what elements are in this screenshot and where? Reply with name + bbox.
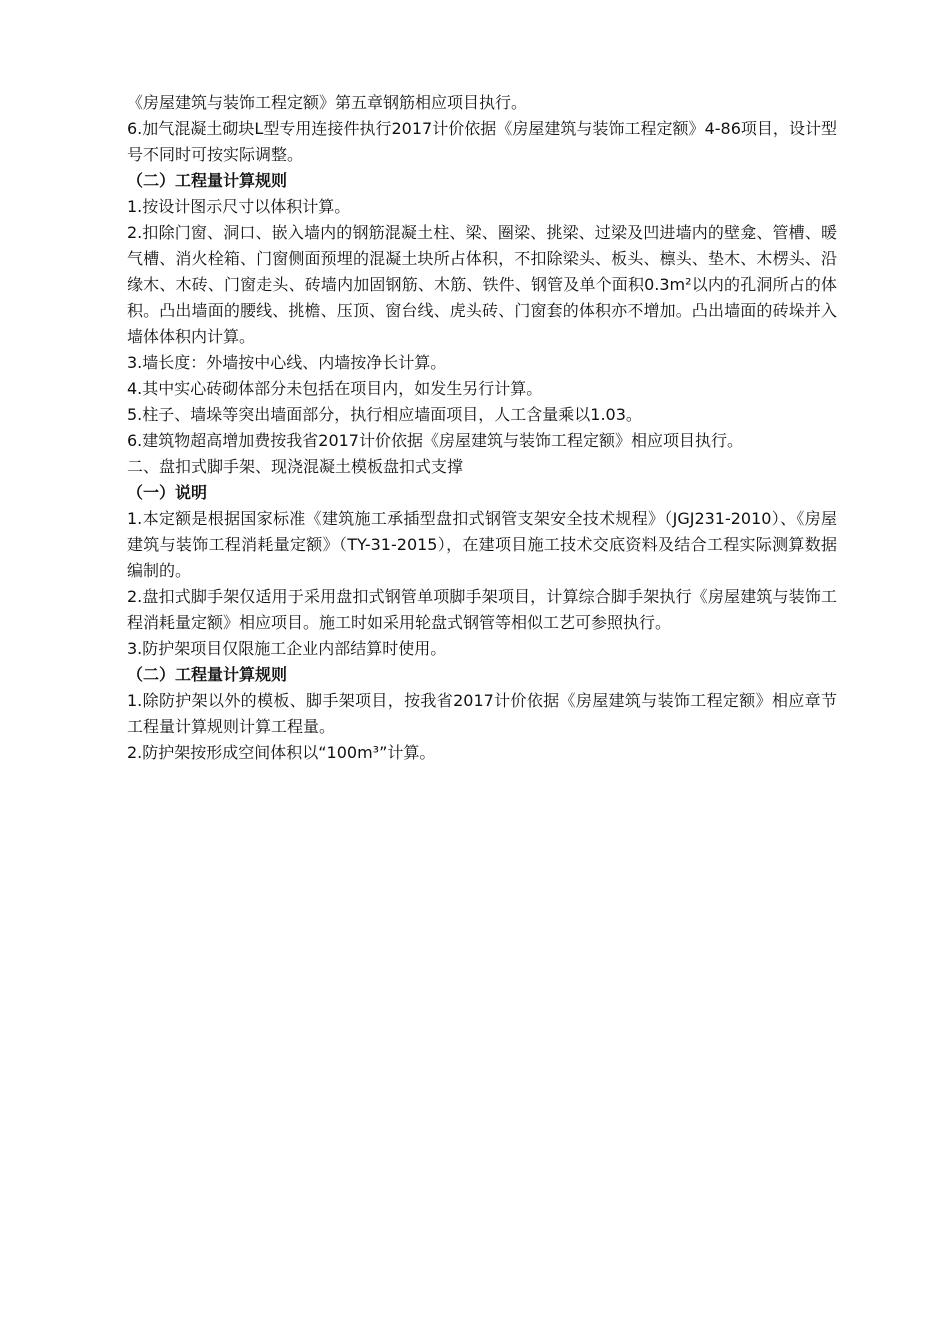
section-heading-description: （一）说明 [127,483,208,502]
section-heading-quantity-rules: （二）工程量计算规则 [127,171,288,190]
section-heading-quantity-rules-2: （二）工程量计算规则 [127,665,288,684]
paragraph-rule-6: 6.建筑物超高增加费按我省2017计价依据《房屋建筑与装饰工程定额》相应项目执行。 [127,431,743,450]
paragraph-rule-4: 4.其中实心砖砌体部分未包括在项目内，如发生另行计算。 [127,379,543,398]
paragraph-rule-5: 5.柱子、墙垛等突出墙面部分，执行相应墙面项目，人工含量乘以1.03。 [127,405,642,424]
paragraph-continuation: 《房屋建筑与装饰工程定额》第五章钢筋相应项目执行。 [127,93,528,112]
paragraph-description-2: 2.盘扣式脚手架仅适用于采用盘扣式钢管单项脚手架项目，计算综合脚手架执行《房屋建筑与装饰工程消耗量定额》相应项目。施工时如采用轮盘式钢管等相似工艺可参照执行。 [127,587,837,632]
paragraph-scaffold-rule-1: 1.除防护架以外的模板、脚手架项目，按我省2017计价依据《房屋建筑与装饰工程定额》相应章节工程量计算规则计算工程量。 [127,691,837,736]
paragraph-description-3: 3.防护架项目仅限施工企业内部结算时使用。 [127,639,447,658]
paragraph-rule-3: 3.墙长度：外墙按中心线、内墙按净长计算。 [127,353,447,372]
paragraph-item-6-connector: 6.加气混凝土砌块L型专用连接件执行2017计价依据《房屋建筑与装饰工程定额》4-86项目，设计型号不同时可按实际调整。 [127,119,837,164]
section-title-scaffold: 二、盘扣式脚手架、现浇混凝土模板盘扣式支撑 [127,457,464,476]
paragraph-description-1: 1.本定额是根据国家标准《建筑施工承插型盘扣式钢管支架安全技术规程》（JGJ231-2010）、《房屋建筑与装饰工程消耗量定额》（TY-31-2015），在建项目施工技术交底资料及结合工程实际测算数据编制的。 [127,509,837,580]
paragraph-scaffold-rule-2: 2.防护架按形成空间体积以“100m³”计算。 [127,743,436,762]
paragraph-rule-2: 2.扣除门窗、洞口、嵌入墙内的钢筋混凝土柱、梁、圈梁、挑梁、过梁及凹进墙内的壁龛、管槽、暖气槽、消火栓箱、门窗侧面预埋的混凝土块所占体积，不扣除梁头、板头、檩头、垫木、木楞头、沿缘木、木砖、门窗走头、砖墙内加固钢筋、木筋、铁件、钢管及单个面积0.3m²以内的孔洞所占的体积。凸出墙面的腰线、挑檐、压顶、窗台线、虎头砖、门窗套的体积亦不增加。凸出墙面的砖垛并入墙体体积内计算。 [127,223,837,346]
document-page [127,90,837,766]
paragraph-rule-1: 1.按设计图示尺寸以体积计算。 [127,197,351,216]
